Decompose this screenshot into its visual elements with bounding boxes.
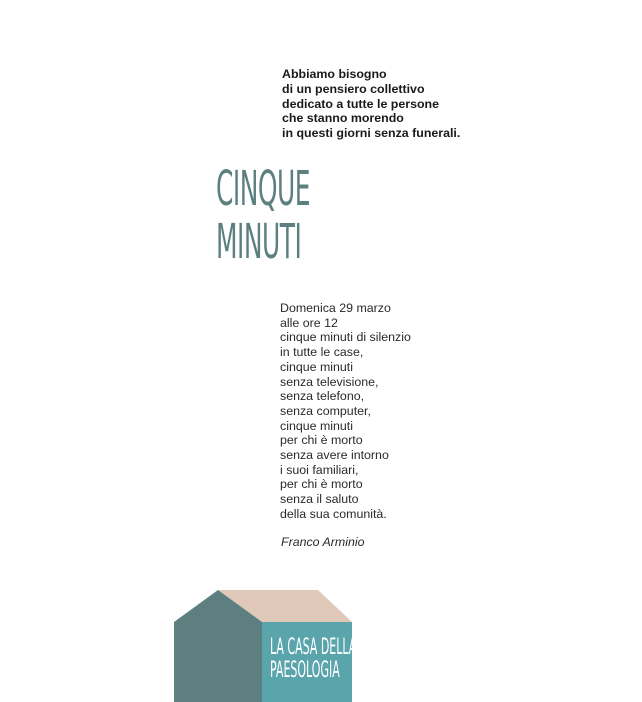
- poem-line: Domenica 29 marzo: [280, 301, 391, 315]
- poem-line: per chi è morto: [280, 477, 363, 492]
- logo-text: [270, 636, 356, 682]
- logo-line: PAESOLOGIA: [270, 658, 340, 683]
- intro-line: dedicato a tutte le persone: [282, 96, 439, 111]
- poem-line: senza il saluto: [280, 492, 359, 507]
- house-logo: [174, 590, 357, 702]
- poem-line: della sua comunità.: [280, 506, 387, 521]
- author-name: Franco Arminio: [281, 535, 365, 549]
- poem-line: cinque minuti: [280, 418, 354, 433]
- poem-line: per chi è morto: [280, 433, 363, 448]
- poem-line: cinque minuti: [280, 359, 354, 374]
- poster-title: [216, 163, 310, 269]
- logo-line: LA CASA DELLA: [270, 635, 357, 660]
- intro-line: di un pensiero collettivo: [282, 81, 425, 96]
- poem-line: alle ore 12: [280, 315, 338, 330]
- intro-line: Abbiamo bisogno: [282, 67, 387, 81]
- poem-line: cinque minuti di silenzio: [280, 330, 411, 345]
- intro-line: in questi giorni senza funerali.: [282, 126, 461, 141]
- intro-text: [282, 67, 542, 141]
- poem-line: senza computer,: [280, 403, 371, 418]
- intro-line: che stanno morendo: [282, 111, 404, 126]
- poem-text: [280, 301, 480, 522]
- title-line: CINQUE: [216, 161, 311, 217]
- poem-line: senza telefono,: [280, 389, 365, 404]
- poem-line: senza televisione,: [280, 374, 379, 389]
- poem-line: senza avere intorno: [280, 448, 389, 463]
- poem-line: in tutte le case,: [280, 345, 364, 360]
- title-line: MINUTI: [216, 214, 302, 270]
- poem-line: i suoi familiari,: [280, 462, 359, 477]
